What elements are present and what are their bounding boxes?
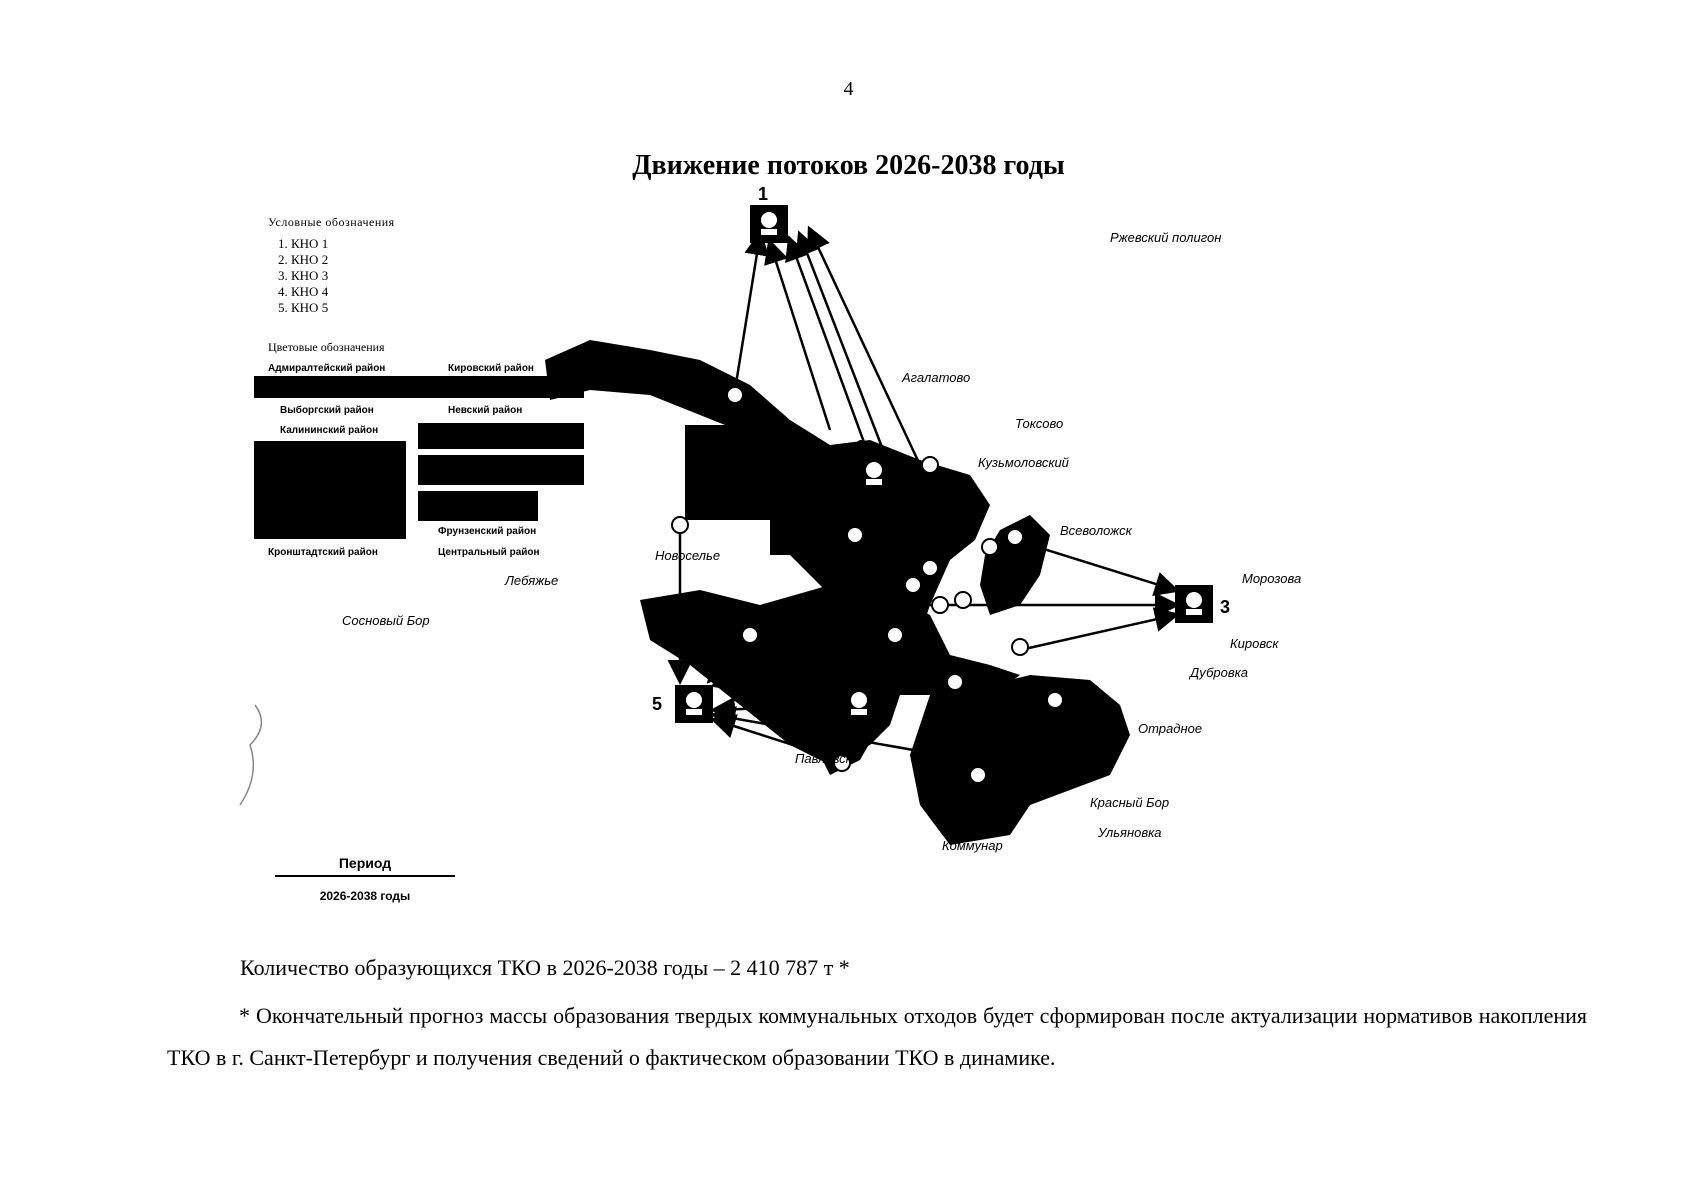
kno-node-5-icon: [675, 685, 713, 723]
summary-line: Количество образующихся ТКО в 2026-2038 годы – 2 410 787 т *: [240, 955, 850, 980]
district-swatch: [418, 455, 584, 485]
kno-node-4-icon: [840, 685, 878, 723]
kno-node-2-icon: [855, 455, 893, 493]
south-district-shape: [910, 675, 1130, 845]
location-pin-icon: [887, 627, 903, 643]
place-label-agalatovo: Агалатово: [902, 370, 971, 385]
flow-arrow: [810, 230, 920, 465]
district-swatch: [254, 376, 584, 398]
place-label-novoselye: Новоселье: [655, 548, 721, 563]
kno-node-1-icon: [750, 205, 788, 243]
location-pin-icon: [922, 457, 938, 473]
legend-title: Условные обозначения: [268, 215, 395, 229]
place-label-vsevolozhsk: Всеволожск: [1060, 523, 1132, 538]
place-label-krasny-bor: Красный Бор: [1090, 795, 1170, 810]
place-label-toksovo: Токсово: [1015, 416, 1064, 431]
place-label-kuzmolovsky: Кузьмоловский: [978, 455, 1069, 470]
location-pin-icon: [847, 527, 863, 543]
district-kalininsky: Калининский район: [280, 425, 379, 436]
location-pin-icon: [970, 767, 986, 783]
district-admiralteysky: Адмиралтейский район: [268, 363, 386, 374]
district-swatch: [254, 441, 406, 539]
footnote: * Окончательный прогноз массы образования твердых коммунальных отходов будет сформирован после актуализации нормативов накопления ТКО в г. Санкт-Петербург и получения сведений о фактическом образовании ТКО в динамике.: [167, 1003, 1587, 1070]
legend-item: 3. КНО 3: [278, 268, 329, 283]
legend-item: 5. КНО 5: [278, 300, 329, 315]
legend-item: 1. КНО 1: [278, 236, 329, 251]
page-number: 4: [843, 78, 854, 100]
location-pin-icon: [1047, 692, 1063, 708]
place-label-ulyanovka: Ульяновка: [1098, 825, 1162, 840]
node-number: 5: [652, 694, 663, 714]
period-title: Период: [275, 855, 455, 877]
district-nevsky: Невский район: [448, 405, 523, 416]
north-block-1: [685, 425, 775, 520]
place-label-sosnovy-bor: Сосновый Бор: [342, 613, 430, 628]
place-label-rzhevsky: Ржевский полигон: [1110, 230, 1222, 245]
location-pin-icon: [727, 387, 743, 403]
place-label-kirovsk: Кировск: [1230, 636, 1279, 651]
color-legend-grid: [268, 363, 588, 563]
kno-node-3-icon: [1175, 585, 1213, 623]
map-legend: [268, 215, 588, 563]
location-pin-icon: [955, 592, 971, 608]
legend-list: [278, 236, 588, 316]
location-pin-icon: [947, 674, 963, 690]
period-box: [275, 855, 455, 903]
flow-arrow: [770, 243, 830, 430]
location-pin-icon: [672, 517, 688, 533]
flow-arrow: [735, 235, 760, 390]
location-pin-icon: [1007, 529, 1023, 545]
district-kirovsky: Кировский район: [448, 363, 534, 374]
location-pin-icon: [932, 597, 948, 613]
location-pin-icon: [1012, 639, 1028, 655]
district-tsentralny: Центральный район: [438, 547, 540, 558]
location-pin-icon: [922, 560, 938, 576]
color-legend-title: Цветовые обозначения: [268, 340, 385, 354]
district-frunzensky: Фрунзенский район: [438, 526, 537, 537]
place-label-lebyazhye: Лебяжье: [505, 573, 559, 588]
legend-item: 4. КНО 4: [278, 284, 329, 299]
district-kronshtadtsky: Кронштадтский район: [268, 547, 378, 558]
node-number: 3: [1220, 597, 1231, 617]
flow-arrow: [800, 235, 885, 455]
location-pin-icon: [982, 539, 998, 555]
place-label-dubrovka: Дубровка: [1190, 665, 1249, 680]
coastline: [240, 705, 261, 805]
district-swatch: [418, 491, 538, 521]
district-vyborgsky: Выборгский район: [280, 405, 374, 416]
place-label-morozova: Морозова: [1242, 571, 1302, 586]
district-swatch: [418, 423, 584, 449]
location-pin-icon: [742, 627, 758, 643]
place-label-pavlovsk: Павловск: [795, 751, 852, 766]
place-label-otradnoe: Отрадное: [1138, 721, 1203, 736]
period-value: 2026-2038 годы: [319, 889, 411, 903]
node-number: 4: [822, 694, 833, 714]
location-pin-icon: [905, 577, 921, 593]
node-number: 1: [758, 185, 769, 204]
legend-item: 2. КНО 2: [278, 252, 329, 267]
place-label-kommunar: Коммунар: [942, 838, 1003, 853]
node-number: 2: [856, 437, 867, 457]
flow-arrow: [1020, 615, 1175, 650]
map-title: Движение потоков 2026-2038 годы: [632, 150, 1065, 181]
